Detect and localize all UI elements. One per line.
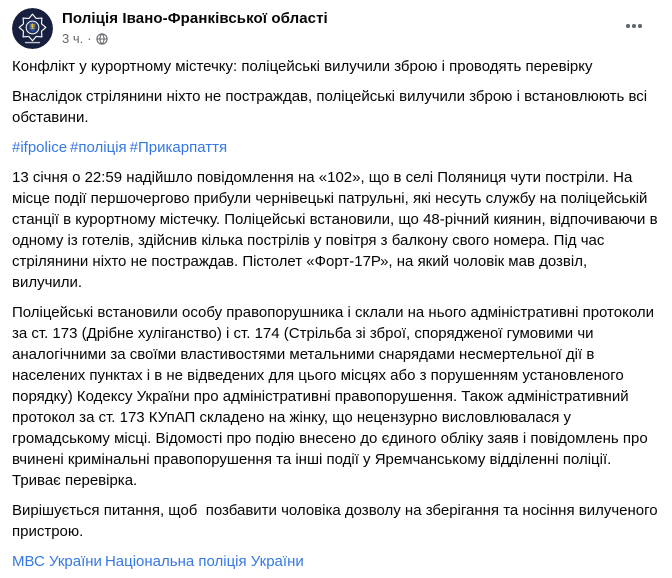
hashtag-link-ifpolice[interactable]: #ifpolice	[12, 139, 68, 156]
more-options-button[interactable]	[622, 18, 646, 34]
hashtag-row	[12, 137, 660, 158]
post-meta	[62, 30, 328, 47]
mention-row	[12, 551, 660, 572]
post-paragraph-protocols: Поліцейські встановили особу правопорушника і склали на нього адміністративні протоколи за ст. 173 (Дрібне хуліганство) і ст. 174 (Стрільба зі зброї, спорядженої гумовими чи аналогічними за своїми властивостями метальними снарядами несмертельної дії в населених пунктах і в не відведених для цього місцях або з порушенням установленого порядку) Кодексу України про адміністративні правопорушення. Також адміністративний протокол за ст. 173 КУпАП складено на жінку, що нецензурно висловлювалася у громадському місці. Відомості про подію внесено до єдиного обліку заяв і повідомлень про вчинені кримінальні правопорушення та інші події у Яремчанському відділенні поліції. Триває перевірка.	[12, 304, 659, 489]
mention-link-mvs-ukrainy[interactable]: МВС України	[12, 553, 102, 570]
header-info	[62, 8, 328, 47]
hashtag-link-prykarpattia[interactable]: #Прикарпаття	[129, 139, 228, 156]
post-header	[12, 8, 660, 49]
post-content	[12, 56, 660, 572]
page-name-link[interactable]: Поліція Івано-Франківської області	[62, 10, 328, 27]
more-options-icon	[626, 24, 630, 28]
globe-icon	[96, 33, 108, 45]
post-paragraph-summary: Внаслідок стрілянини ніхто не постраждав, поліцейські вилучили зброю і встановлюють всі обставини.	[12, 88, 652, 126]
post-paragraph-title: Конфлікт у курортному містечку: поліцейські вилучили зброю і проводять перевірку	[12, 58, 593, 75]
hashtag-link-politsiia[interactable]: #поліція	[70, 139, 127, 156]
meta-separator: ·	[87, 31, 92, 46]
post-paragraph-resolution: Вирішується питання, щоб позбавити чоловіка дозволу на зберігання та носіння вилученого пристрою.	[12, 502, 662, 540]
timestamp[interactable]: 3 ч.	[62, 31, 84, 46]
mention-link-natsionalna-politsiia[interactable]: Національна поліція України	[104, 553, 304, 570]
avatar[interactable]	[12, 8, 53, 49]
post-paragraph-incident: 13 січня о 22:59 надійшло повідомлення на «102», що в селі Поляниця чути постріли. На місце події першочергово прибули чернівецькі патрульні, які несуть службу на поліцейській станції в курортному містечку. Поліцейські встановили, що 48-річний киянин, відпочиваючи в одному із готелів, здійснив кілька пострілів у повітря з балкону свого номера. Під час стрілянини ніхто не постраждав. Пістолет «Форт-17Р», на який чоловік мав дозвіл, вилучили.	[12, 169, 662, 291]
